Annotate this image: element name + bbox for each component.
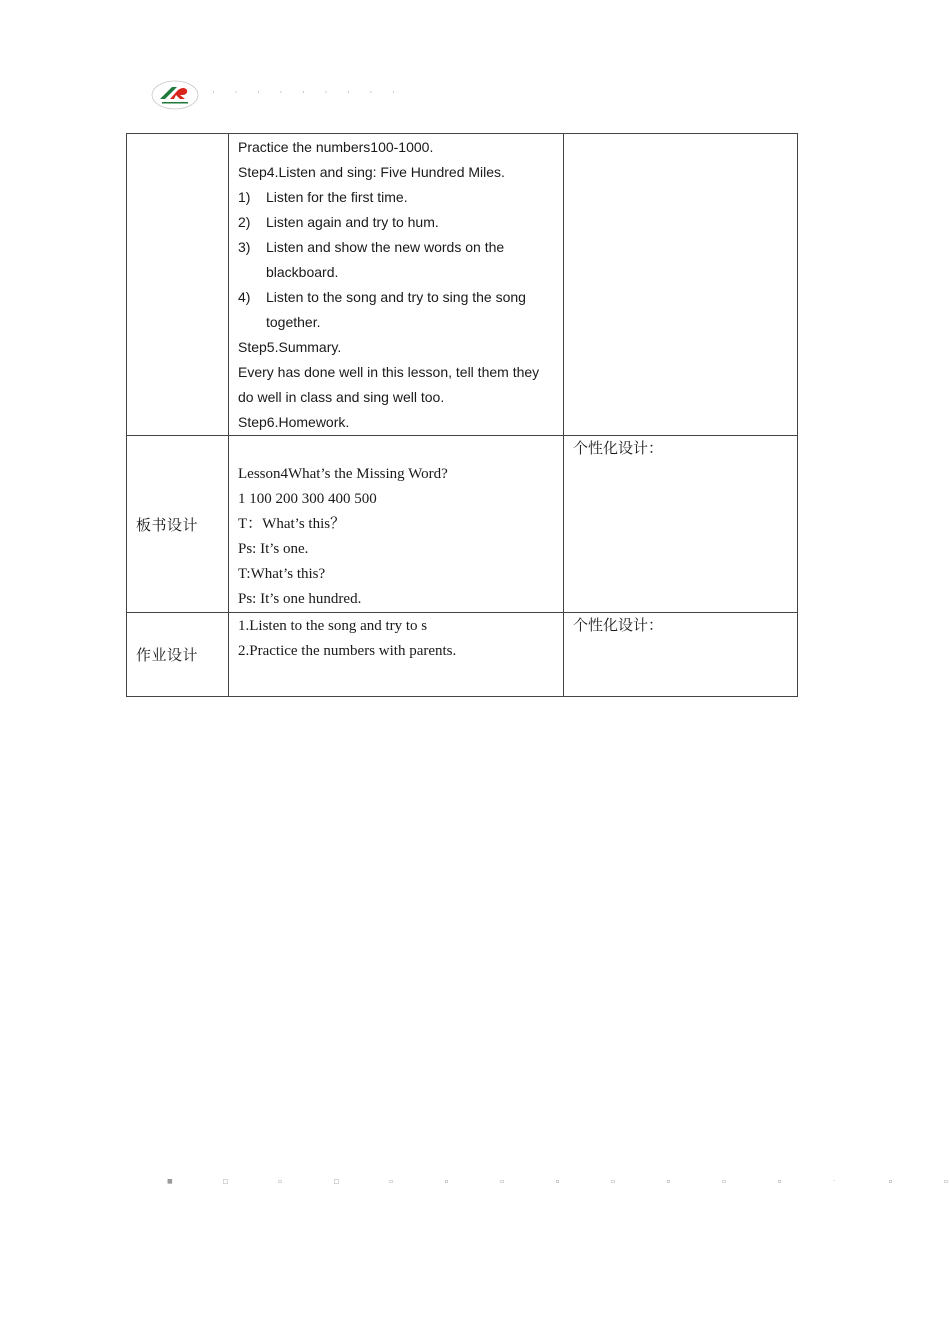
board-line (238, 437, 557, 462)
text-line: Step4.Listen and sing: Five Hundred Miles. (238, 164, 505, 180)
list-number: 2) (238, 214, 251, 230)
board-line: Lesson4What’s the Missing Word? (238, 466, 448, 482)
footer-dot: ▫ (444, 1178, 449, 1185)
homework-design-label: 作业设计 (136, 646, 199, 664)
homework-design-text (229, 613, 563, 664)
header-dot: · (302, 88, 305, 98)
board-row (127, 436, 798, 613)
footer-dot: ▫ (555, 1178, 560, 1185)
list-text: Listen for the first time. (266, 189, 408, 205)
header-dot: · (369, 88, 373, 98)
header-dot: · (257, 88, 260, 98)
text-line: Every has done well in this lesson, tell them they (238, 364, 540, 380)
list-number: 4) (238, 289, 251, 305)
list-text-continued: blackboard. (266, 264, 339, 280)
homework-row (127, 613, 798, 697)
footer-dot: ▫ (722, 1178, 727, 1185)
homework-line: 2.Practice the numbers with parents. (238, 643, 457, 659)
list-item (238, 185, 557, 210)
header-dot: · (279, 88, 283, 98)
list-text: Listen and show the new words on the (266, 239, 505, 255)
board-design-label: 板书设计 (136, 515, 199, 534)
board-line: T:What’s this? (238, 566, 326, 582)
header-dot: · (234, 88, 238, 98)
header-dot: · (324, 88, 328, 98)
board-content-cell (229, 436, 564, 613)
text-line: Step6.Homework. (238, 414, 350, 430)
footer-dot: □ (333, 1178, 340, 1185)
list-item (238, 235, 557, 260)
board-design-text (229, 436, 563, 612)
list-text: Listen again and try to hum. (266, 214, 439, 230)
footer-dot: ▫ (944, 1178, 949, 1185)
footer-dots (0, 1178, 950, 1188)
lesson-plan-table (126, 133, 798, 697)
procedure-personal-cell (564, 134, 798, 436)
header-dots (212, 88, 415, 98)
footer-dot: ▫ (888, 1178, 893, 1185)
homework-personal-cell (564, 613, 798, 697)
footer-dot: □ (222, 1178, 229, 1185)
procedure-label-cell (127, 134, 229, 436)
board-line: Ps: It’s one hundred. (238, 591, 362, 607)
list-text: Listen to the song and try to sing the song (266, 289, 526, 305)
footer-dot: ■ (167, 1178, 173, 1185)
footer-dot: ▫ (777, 1178, 782, 1185)
board-line: 1 100 200 300 400 500 (238, 491, 377, 507)
header-dot: · (347, 88, 350, 98)
board-line: Ps: It’s one. (238, 541, 309, 557)
list-item (238, 285, 557, 310)
footer-dot: ▫ (389, 1178, 394, 1185)
procedure-content-cell (229, 134, 564, 436)
homework-line: 1.Listen to the song and try to s (238, 618, 428, 634)
board-label-cell (127, 436, 229, 613)
footer-dot: · (833, 1178, 835, 1185)
list-text-continued: together. (266, 314, 321, 330)
footer-dot: ▫ (666, 1178, 671, 1185)
homework-personal-design: 个性化设计： (573, 618, 664, 634)
list-item (238, 210, 557, 235)
footer-dot: ▫ (611, 1178, 616, 1185)
footer-dot: ▫ (278, 1178, 283, 1185)
text-line: Step5.Summary. (238, 339, 342, 355)
board-personal-cell (564, 436, 798, 613)
homework-content-cell (229, 613, 564, 697)
text-line: do well in class and sing well too. (238, 389, 445, 405)
board-line: T：What’s this？ (238, 516, 346, 532)
list-number: 3) (238, 239, 251, 255)
list-number: 1) (238, 189, 251, 205)
procedure-row (127, 134, 798, 436)
procedure-text (229, 134, 563, 435)
homework-label-cell (127, 613, 229, 697)
text-line: Practice the numbers100-1000. (238, 139, 434, 155)
board-personal-design: 个性化设计： (573, 441, 664, 457)
header-dot: · (392, 88, 395, 98)
footer-dot: ▫ (500, 1178, 505, 1185)
header-dot: · (212, 88, 215, 98)
school-logo-icon (150, 78, 200, 112)
